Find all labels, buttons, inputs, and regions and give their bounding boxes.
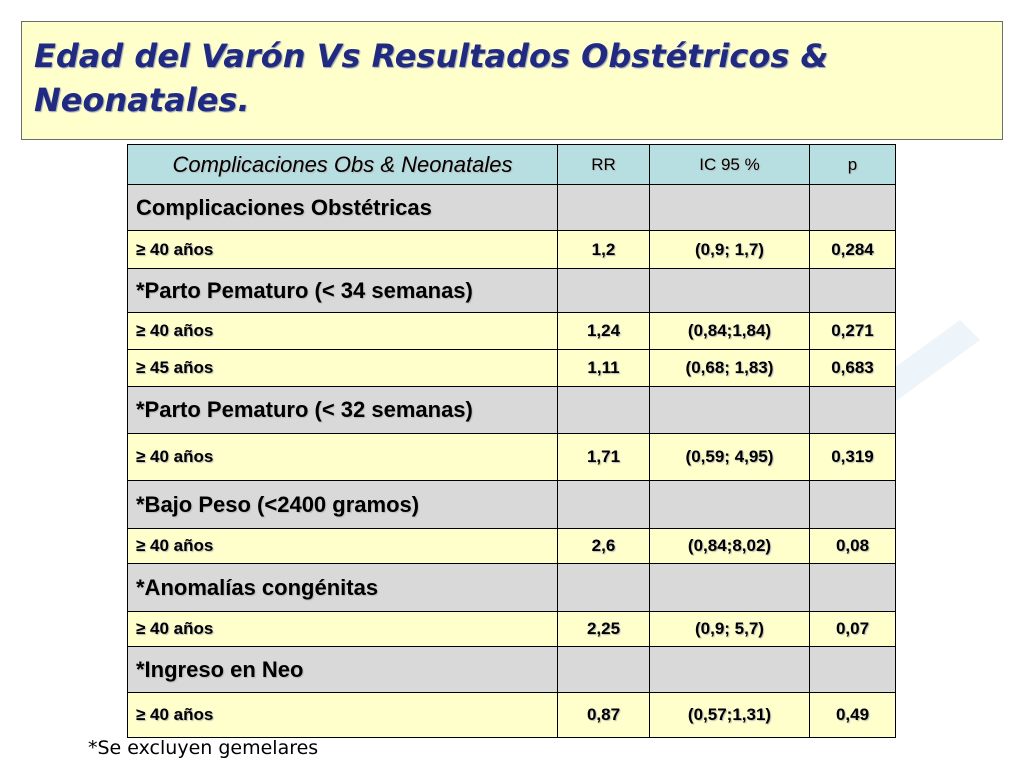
table-row <box>128 231 896 269</box>
empty-cell <box>558 387 650 434</box>
empty-cell <box>558 647 650 693</box>
slide-title: Edad del Varón Vs Resultados Obstétricos & Neonatales. <box>34 37 829 119</box>
p-value: 0,08 <box>810 529 896 564</box>
p-value: 0,319 <box>810 434 896 481</box>
header-ic: IC 95 % <box>650 145 810 185</box>
ic-value: (0,68; 1,83) <box>650 350 810 387</box>
age-group: ≥ 45 años <box>128 350 558 387</box>
p-value: 0,683 <box>810 350 896 387</box>
section-row <box>128 564 896 612</box>
section-row <box>128 269 896 313</box>
empty-cell <box>650 647 810 693</box>
section-label: *Parto Pematuro (< 32 semanas) <box>128 387 558 434</box>
rr-value: 0,87 <box>558 693 650 738</box>
ic-value: (0,9; 1,7) <box>650 231 810 269</box>
section-label: *Bajo Peso (<2400 gramos) <box>128 481 558 529</box>
ic-value: (0,9; 5,7) <box>650 612 810 647</box>
rr-value: 1,24 <box>558 313 650 350</box>
age-group: ≥ 40 años <box>128 529 558 564</box>
empty-cell <box>810 387 896 434</box>
ic-value: (0,84;8,02) <box>650 529 810 564</box>
section-label: Complicaciones Obstétricas <box>128 185 558 231</box>
rr-value: 2,6 <box>558 529 650 564</box>
footnote: *Se excluyen gemelares <box>88 737 319 759</box>
empty-cell <box>810 185 896 231</box>
empty-cell <box>810 647 896 693</box>
p-value: 0,284 <box>810 231 896 269</box>
p-value: 0,07 <box>810 612 896 647</box>
rr-value: 2,25 <box>558 612 650 647</box>
age-group: ≥ 40 años <box>128 434 558 481</box>
empty-cell <box>650 387 810 434</box>
ic-value: (0,57;1,31) <box>650 693 810 738</box>
title-box <box>21 21 1003 140</box>
empty-cell <box>650 481 810 529</box>
empty-cell <box>810 481 896 529</box>
results-table <box>127 144 896 738</box>
empty-cell <box>810 269 896 313</box>
empty-cell <box>810 564 896 612</box>
empty-cell <box>558 564 650 612</box>
age-group: ≥ 40 años <box>128 313 558 350</box>
p-value: 0,271 <box>810 313 896 350</box>
empty-cell <box>650 564 810 612</box>
table-row <box>128 350 896 387</box>
p-value: 0,49 <box>810 693 896 738</box>
header-complicaciones: Complicaciones Obs & Neonatales <box>128 145 558 185</box>
table-row <box>128 529 896 564</box>
rr-value: 1,71 <box>558 434 650 481</box>
age-group: ≥ 40 años <box>128 693 558 738</box>
section-row <box>128 185 896 231</box>
header-p: p <box>810 145 896 185</box>
header-rr: RR <box>558 145 650 185</box>
table-row <box>128 313 896 350</box>
table-row <box>128 434 896 481</box>
ic-value: (0,59; 4,95) <box>650 434 810 481</box>
table-row <box>128 693 896 738</box>
rr-value: 1,11 <box>558 350 650 387</box>
age-group: ≥ 40 años <box>128 612 558 647</box>
rr-value: 1,2 <box>558 231 650 269</box>
section-label: *Ingreso en Neo <box>128 647 558 693</box>
section-label: *Parto Pematuro (< 34 semanas) <box>128 269 558 313</box>
empty-cell <box>650 185 810 231</box>
table-header-row <box>128 145 896 185</box>
section-row <box>128 647 896 693</box>
empty-cell <box>650 269 810 313</box>
ic-value: (0,84;1,84) <box>650 313 810 350</box>
section-label: *Anomalías congénitas <box>128 564 558 612</box>
section-row <box>128 387 896 434</box>
empty-cell <box>558 481 650 529</box>
section-row <box>128 481 896 529</box>
empty-cell <box>558 185 650 231</box>
empty-cell <box>558 269 650 313</box>
age-group: ≥ 40 años <box>128 231 558 269</box>
table-row <box>128 612 896 647</box>
